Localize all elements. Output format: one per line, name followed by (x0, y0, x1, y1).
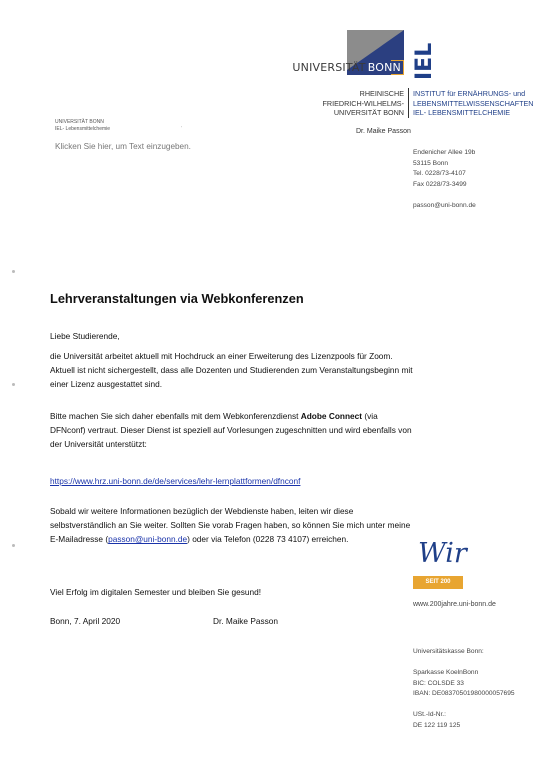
dfnconf-url-paragraph (50, 474, 415, 488)
bank-line-5: IBAN: DE08370501980000057695 (413, 690, 515, 697)
uni-line-3: UNIVERSITÄT BONN (333, 108, 404, 117)
p3-text-before: Sobald wir weitere Informationen bezüglich der Webdienste haben, leiten wir diese selbstverständlich an Sie weiter. Sollten Sie vorab Fragen haben, so können Sie mich unter meine E-Mailadresse ( (50, 506, 411, 545)
institute-name (413, 89, 543, 118)
university-logo-wordmark (283, 61, 403, 74)
sender-name: Dr. Maike Passon (356, 128, 411, 135)
punch-mark (12, 383, 15, 386)
fold-mark-top (12, 270, 15, 273)
fold-mark-bottom (12, 544, 15, 547)
signature-name: Dr. Maike Passon (213, 616, 279, 626)
bank-line-4: BIC: COLSDE 33 (413, 679, 464, 687)
header-divider (408, 88, 409, 118)
sender-address-small (55, 119, 110, 132)
address-window-mark: ' (181, 126, 182, 132)
contact-street: Endenicher Allee 19b (413, 149, 476, 156)
bank-line-3: Sparkasse KoelnBonn (413, 669, 479, 676)
bank-details (413, 647, 515, 731)
uni-line-1: RHEINISCHE (359, 89, 404, 98)
closing: Viel Erfolg im digitalen Semester und bleiben Sie gesund! (50, 587, 262, 597)
p3-text-after: ) oder via Telefon (0228 73 4107) erreichen. (187, 534, 349, 545)
p2-text-before: Bitte machen Sie sich daher ebenfalls mit dem Webkonferenzdienst (50, 411, 301, 421)
paragraph-zoom: die Universität arbeitet aktuell mit Hochdruck an einer Erweiterung des Lizenzpools für Zoom. Aktuell ist nicht sichergestellt, dass alle Dozenten und Studierenden zum Veranstaltungsbeginn mit einer Lizenz ausgestattet sind. (50, 351, 413, 390)
letter-title: Lehrveranstaltungen via Webkonferenzen (50, 291, 304, 306)
place-date: Bonn, 7. April 2020 (50, 616, 121, 626)
institute-line-1: INSTITUT für ERNÄHRUNGS- und (413, 89, 526, 98)
jubilee-logo-script: Wir (418, 538, 467, 569)
paragraph-adobe-connect (50, 409, 415, 452)
paragraph-contact-info (50, 504, 415, 547)
contact-fax: Fax 0228/73-3499 (413, 180, 467, 188)
bank-spacer-2 (413, 700, 515, 711)
greeting: Liebe Studierende, (50, 331, 120, 341)
adobe-connect-label: Adobe Connect (300, 411, 363, 421)
contact-block (413, 148, 476, 212)
contact-spacer (413, 190, 476, 201)
bank-line-7: USt.-Id-Nr.: (413, 711, 446, 718)
university-full-name (300, 89, 404, 118)
email-link[interactable]: passon@uni-bonn.de (108, 534, 188, 545)
logo-word: UNIVERSITÄT (292, 61, 366, 74)
bank-spacer-1 (413, 658, 515, 669)
bank-line-1: Universitätskasse Bonn: (413, 648, 484, 655)
jubilee-url-link[interactable]: www.200jahre.uni-bonn.de (413, 601, 496, 608)
dfnconf-link[interactable]: https://www.hrz.uni-bonn.de/de/services/lehr-lernplattformen/dfnconf (50, 476, 301, 486)
contact-city: 53115 Bonn (413, 159, 449, 167)
logo-bonn: BONN (367, 61, 401, 74)
jubilee-logo-tag: SEIT 200 JAHREN (413, 576, 463, 589)
sender-small-line-1: UNIVERSITÄT BONN (55, 119, 104, 125)
p2-text-after: (via DFNconf) vertraut. Dieser Dienst ist speziell auf Vorlesungen zugeschnitten und wird ebenfalls von der Universität unterstützt: (50, 411, 412, 450)
contact-email-link[interactable]: passon@uni-bonn.de (413, 201, 476, 209)
institute-line-2: LEBENSMITTELWISSENSCHAFTEN (413, 98, 534, 108)
iel-mark: IEL (412, 42, 437, 80)
sender-small-line-2: IEL- Lebensmittelchemie (55, 125, 111, 132)
recipient-placeholder-field[interactable]: Klicken Sie hier, um Text einzugeben. (55, 142, 191, 151)
bank-line-8: DE 122 119 125 (413, 721, 461, 729)
institute-line-3: IEL- LEBENSMITTELCHEMIE (413, 108, 511, 117)
uni-line-2: FRIEDRICH-WILHELMS- (322, 98, 404, 108)
contact-phone: Tel. 0228/73-4107 (413, 170, 466, 178)
